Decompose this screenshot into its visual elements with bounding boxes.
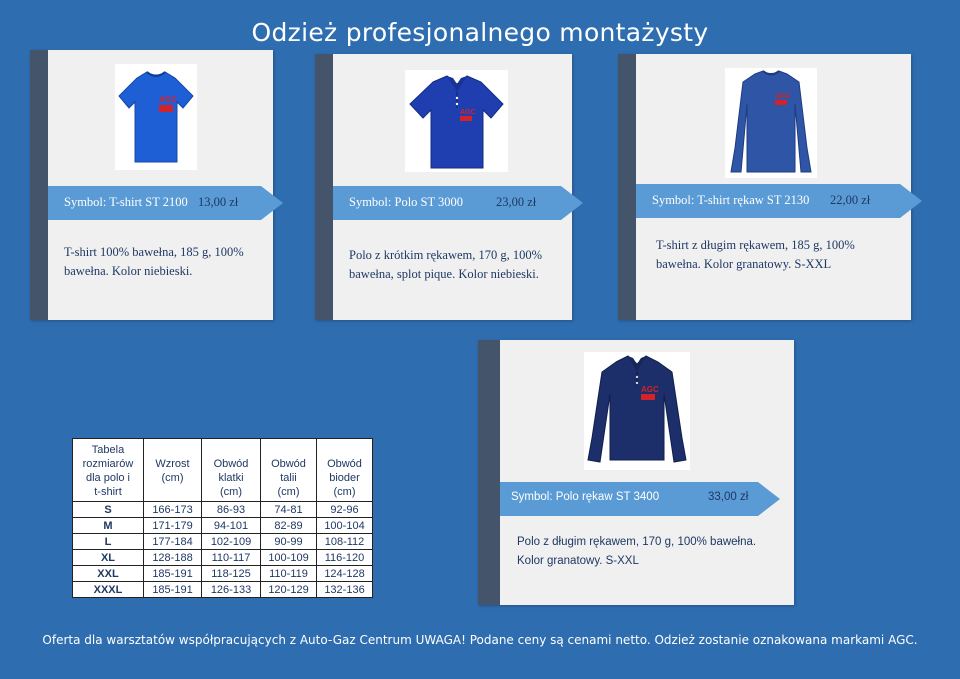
banner-arrow [900,184,922,218]
product-photo [584,352,690,470]
size-table-header [144,439,202,502]
waist-cell: 82-89 [261,518,317,534]
waist-cell: 100-109 [261,550,317,566]
header-line: (cm) [220,486,242,498]
height-cell: 166-173 [144,502,202,518]
header-line: (cm) [333,486,356,498]
svg-text:AGC: AGC [775,93,791,100]
size-cell: M [73,518,144,534]
table-row [73,582,373,598]
polo-shirt-icon [405,70,508,172]
header-line: Obwód [327,458,362,470]
description-line: Polo z krótkim rękawem, 170 g, 100% [349,248,543,262]
table-row [73,518,373,534]
size-cell: XL [73,550,144,566]
page-title: Odzież profesjonalnego montażysty [251,18,709,47]
size-table-header [317,439,373,502]
header-line: dla polo i [85,472,131,484]
size-table-header [261,439,317,502]
card-sidebar [315,54,333,320]
product-symbol: Symbol: Polo rękaw ST 3400 [511,491,660,503]
svg-text:AGC: AGC [641,385,659,394]
card-sidebar [618,54,636,320]
chest-cell: 110-117 [202,550,261,566]
size-cell: L [73,534,144,550]
product-price: 13,00 zł [198,195,239,209]
chest-cell: 86-93 [202,502,261,518]
description-line: bawełna, splot pique. Kolor niebieski. [349,267,539,281]
chest-cell: 126-133 [202,582,261,598]
product-card-polo-st3400 [478,340,794,605]
table-row [73,566,373,582]
hip-cell: 116-120 [317,550,373,566]
svg-text:AGC: AGC [460,109,476,116]
product-card-tshirt-st2130 [618,54,911,320]
product-card-polo-st3000 [315,54,572,320]
product-banner [500,482,758,516]
size-table [72,438,373,598]
header-line: bioder [329,472,360,484]
table-row [73,534,373,550]
header-line: Obwód [213,458,249,470]
longsleeve-shirt-icon [725,68,817,178]
description-line: bawełna. Kolor granatowy. S-XXL [656,257,832,271]
header-line: Tabela [91,444,125,456]
size-cell: S [73,502,144,518]
height-cell: 177-184 [144,534,202,550]
header-line: rozmiarów [82,458,134,470]
product-symbol: Symbol: T-shirt rękaw ST 2130 [652,193,810,207]
product-description [64,243,264,281]
hip-cell: 124-128 [317,566,373,582]
description-line: Polo z długim rękawem, 170 g, 100% bawełna. [517,536,757,548]
hip-cell: 108-112 [317,534,373,550]
product-description [349,246,569,284]
product-photo [405,70,508,172]
height-cell: 185-191 [144,566,202,582]
chest-cell: 102-109 [202,534,261,550]
header-line: Wzrost [155,458,190,470]
height-cell: 128-188 [144,550,202,566]
product-symbol: Symbol: T-shirt ST 2100 [64,195,188,209]
tshirt-icon [115,64,197,170]
chest-cell: 94-101 [202,518,261,534]
product-description [656,236,896,274]
product-banner [636,184,900,218]
banner-arrow [261,186,283,220]
page-footer-note: Oferta dla warsztatów współpracujących z Auto-Gaz Centrum UWAGA! Podane ceny są cenami netto. Odzież zostanie oznakowana markami AGC. [42,633,918,647]
product-symbol: Symbol: Polo ST 3000 [349,195,464,209]
waist-cell: 74-81 [261,502,317,518]
size-table-header [73,439,144,502]
header-line: Obwód [271,458,306,470]
product-banner [48,186,261,220]
product-banner [333,186,561,220]
size-table-header [202,439,261,502]
size-cell: XXXL [73,582,144,598]
waist-cell: 90-99 [261,534,317,550]
card-sidebar [30,50,48,320]
card-sidebar [478,340,500,605]
header-line: (cm) [161,472,184,484]
banner-arrow [561,186,583,220]
description-line: T-shirt z długim rękawem, 185 g, 100% [656,238,855,252]
product-price: 33,00 zł [708,491,749,503]
product-photo [115,64,197,170]
chest-cell: 118-125 [202,566,261,582]
waist-cell: 110-119 [261,566,317,582]
waist-cell: 120-129 [261,582,317,598]
header-line: klatki [218,472,244,484]
product-card-tshirt-st2100 [30,50,273,320]
description-line: bawełna. Kolor niebieski. [64,264,193,278]
size-cell: XXL [73,566,144,582]
description-line: T-shirt 100% bawełna, 185 g, 100% [64,245,244,259]
product-photo [725,68,817,178]
height-cell: 171-179 [144,518,202,534]
product-description [517,533,787,571]
product-price: 23,00 zł [496,195,537,209]
table-row [73,550,373,566]
header-line: (cm) [277,486,300,498]
svg-text:AGC: AGC [159,95,177,104]
longsleeve-polo-icon [584,352,690,470]
hip-cell: 92-96 [317,502,373,518]
header-line: t-shirt [94,486,122,498]
size-table-header-row [73,439,373,502]
table-row [73,502,373,518]
product-price: 22,00 zł [830,193,871,207]
hip-cell: 132-136 [317,582,373,598]
hip-cell: 100-104 [317,518,373,534]
header-line: talii [280,472,297,484]
height-cell: 185-191 [144,582,202,598]
banner-arrow [758,482,780,516]
description-line: Kolor granatowy. S-XXL [517,555,639,567]
